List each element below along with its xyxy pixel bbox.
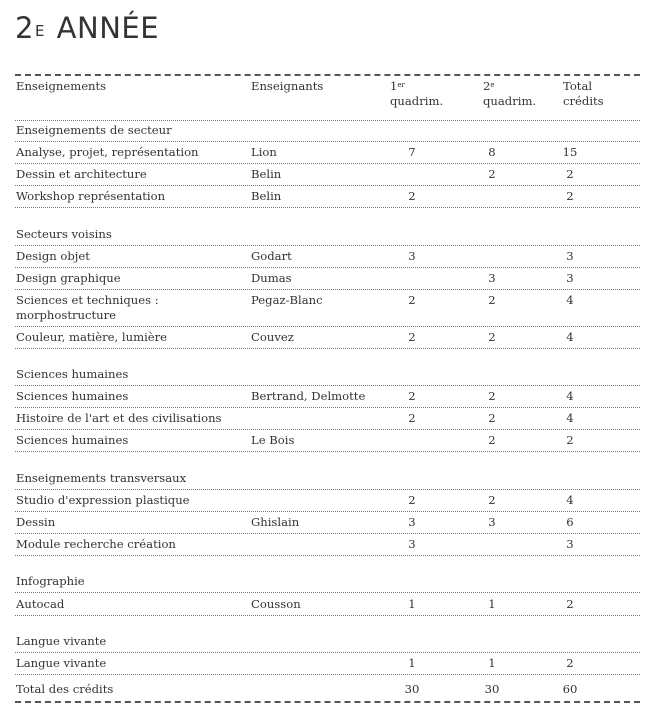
totals-row [15,682,640,700]
table-row: Workshop représentation Belin 2 2 [15,189,640,208]
header-total: Total crédits [563,79,604,108]
header-teacher: Enseignants [251,79,324,93]
table-row: Couleur, matière, lumière Couvez 2 2 4 [15,330,640,349]
table-row: Histoire de l'art et des civilisations 2 2 4 [15,411,640,430]
totals-label: Total des crédits [16,682,114,696]
table-row: Dessin Ghislain 3 3 6 [15,515,640,534]
table-row: Langue vivante 1 1 2 [15,656,640,675]
totals-q2: 30 [484,682,500,696]
section-title: Secteurs voisins [15,227,640,246]
section-title: Langue vivante [15,634,640,653]
title-superscript: E [34,22,45,40]
header-q1: 1er quadrim. [390,79,444,108]
section-title: Enseignements de secteur [15,123,640,142]
section-title: Sciences humaines [15,367,640,386]
page-title [15,8,159,48]
totals-credits: 60 [562,682,578,696]
section-title: Infographie [15,574,640,593]
table-row: Sciences humaines Bertrand, Delmotte 2 2 4 [15,389,640,408]
table-row: Sciences et techniques : morphostructure Pegaz-Blanc 2 2 4 [15,293,640,327]
title-text: ANNÉE [56,11,160,45]
header-course: Enseignements [16,79,107,93]
table-row: Design objet Godart 3 3 [15,249,640,268]
table-row: Dessin et architecture Belin 2 2 [15,167,640,186]
table-row: Module recherche création 3 3 [15,537,640,556]
table-row: Design graphique Dumas 3 3 [15,271,640,290]
top-dashed-rule [15,74,640,76]
header-q2: 2e quadrim. [483,79,537,108]
title-number: 2 [15,11,34,45]
table-row: Analyse, projet, représentation Lion 7 8 15 [15,145,640,164]
totals-q1: 30 [404,682,420,696]
section-title: Enseignements transversaux [15,471,640,490]
table-row: Studio d'expression plastique 2 2 4 [15,493,640,512]
bottom-dashed-rule [15,701,640,703]
table-row: Sciences humaines Le Bois 2 2 [15,433,640,452]
table-header [15,79,640,121]
table-row: Autocad Cousson 1 1 2 [15,597,640,616]
